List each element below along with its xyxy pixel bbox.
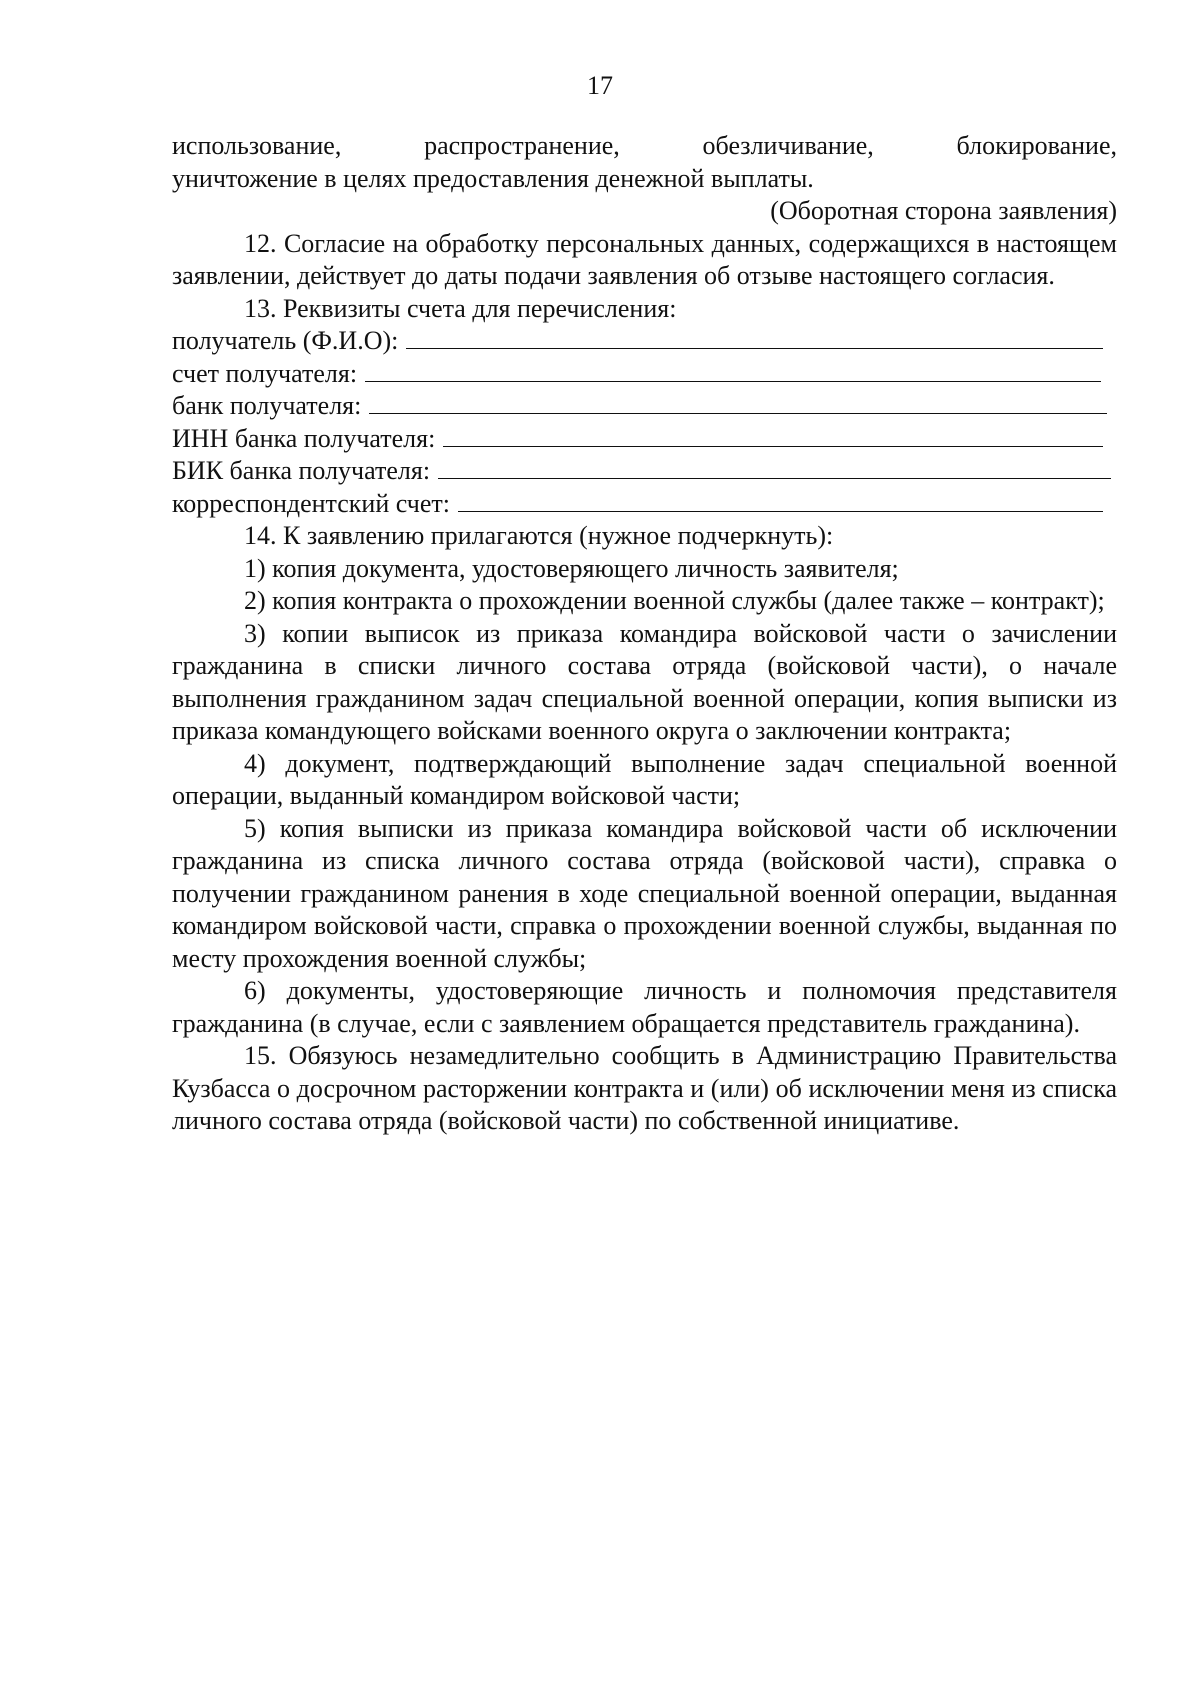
- paragraph-15-obligation: 15. Обязуюсь незамедлительно сообщить в Администрацию Правительства Кузбасса о досрочном расторжении контракта и (или) об исключении меня из списка личного состава отряда (войсковой части) по собственной инициативе.: [172, 1041, 1117, 1135]
- paragraph-12-consent: 12. Согласие на обработку персональных данных, содержащихся в настоящем заявлении, действует до даты подачи заявления об отзыве настоящего согласия.: [172, 228, 1117, 290]
- bank-bik-blank[interactable]: [438, 456, 1111, 479]
- recipient-account-field: [172, 358, 1117, 391]
- recipient-bank-label: банк получателя:: [172, 391, 362, 420]
- bank-inn-blank[interactable]: [443, 424, 1103, 447]
- attachment-item-2: 2) копия контракта о прохождении военной службы (далее также – контракт);: [244, 586, 1105, 615]
- recipient-name-field: [172, 325, 1117, 358]
- recipient-name-blank[interactable]: [406, 326, 1103, 349]
- page-number: 17: [587, 71, 613, 100]
- bank-inn-field: [172, 423, 1117, 456]
- bank-inn-label: ИНН банка получателя:: [172, 423, 436, 453]
- continued-text-line-1: использование, распространение, обезличивание, блокирование,: [172, 131, 1117, 160]
- attachment-item-1: 1) копия документа, удостоверяющего личность заявителя;: [244, 553, 899, 583]
- correspondent-account-label: корреспондентский счет:: [172, 488, 450, 518]
- recipient-bank-blank[interactable]: [369, 391, 1107, 414]
- recipient-name-label: получатель (Ф.И.О):: [172, 326, 399, 355]
- paragraph-13-title: 13. Реквизиты счета для перечисления:: [244, 293, 677, 323]
- recipient-account-label: счет получателя:: [172, 358, 358, 388]
- attachment-item-6: 6) документы, удостоверяющие личность и полномочия представителя гражданина (в случае, если с заявлением обращается представитель гражданина).: [172, 976, 1117, 1038]
- correspondent-account-field: [172, 488, 1117, 521]
- bank-bik-label: БИК банка получателя:: [172, 456, 431, 485]
- bank-bik-field: [172, 455, 1117, 488]
- document-body: [172, 130, 1117, 1138]
- recipient-bank-field: [172, 390, 1117, 423]
- paragraph-14-title: 14. К заявлению прилагаются (нужное подчеркнуть):: [244, 521, 834, 550]
- correspondent-account-blank[interactable]: [458, 489, 1103, 512]
- attachment-item-4: 4) документ, подтверждающий выполнение задач специальной военной операции, выданный командиром войсковой части;: [172, 748, 1117, 810]
- reverse-side-caption: (Оборотная сторона заявления): [770, 196, 1117, 225]
- attachment-item-5: 5) копия выписки из приказа командира войсковой части об исключении гражданина из списка личного состава отряда (войсковой части), справка о получении гражданином ранения в ходе специальной военной операции, выданная командиром войсковой части, справка о прохождении военной службы, выданная по месту прохождения военной службы;: [172, 813, 1117, 973]
- attachment-item-3: 3) копии выписок из приказа командира войсковой части о зачислении гражданина в списки личного состава отряда (войсковой части), о начале выполнения гражданином задач специальной военной операции, копия выписки из приказа командующего войсками военного округа о заключении контракта;: [172, 618, 1117, 745]
- continued-text-line-2: уничтожение в целях предоставления денежной выплаты.: [172, 163, 814, 193]
- recipient-account-blank[interactable]: [365, 359, 1101, 382]
